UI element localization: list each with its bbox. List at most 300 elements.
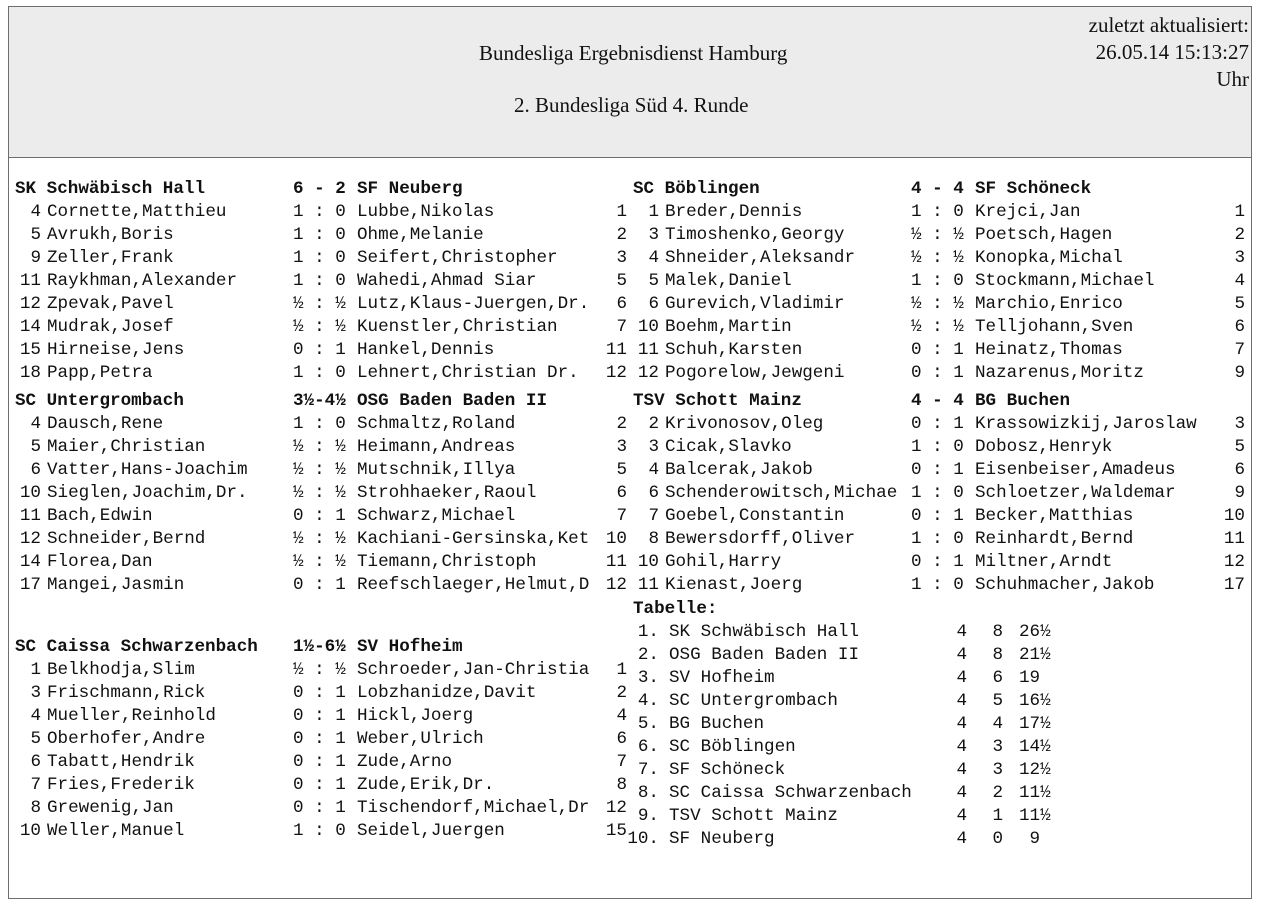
home-player: Gurevich,Vladimir bbox=[665, 294, 845, 314]
standings-rank: 7. bbox=[637, 760, 659, 780]
away-board-number: 1 bbox=[616, 202, 627, 222]
standings-team: TSV Schott Mainz bbox=[669, 806, 838, 826]
home-board-number: 12 bbox=[19, 529, 41, 549]
away-player: Eisenbeiser,Amadeus bbox=[975, 460, 1176, 480]
away-board-number: 5 bbox=[1234, 294, 1245, 314]
board-result: 1 : 0 bbox=[911, 575, 964, 595]
home-player: Krivonosov,Oleg bbox=[665, 414, 824, 434]
home-player: Florea,Dan bbox=[47, 552, 153, 572]
board-result: 1 : 0 bbox=[293, 225, 346, 245]
away-board-number: 2 bbox=[1234, 225, 1245, 245]
standings-match-points: 5 bbox=[992, 691, 1003, 711]
board-result: 1 : 0 bbox=[293, 821, 346, 841]
board-row bbox=[15, 293, 625, 316]
home-player: Vatter,Hans-Joachim bbox=[47, 460, 248, 480]
board-result: 0 : 1 bbox=[911, 363, 964, 383]
standings-team: OSG Baden Baden II bbox=[669, 645, 860, 665]
standings-team: SF Schöneck bbox=[669, 760, 786, 780]
board-result: 0 : 1 bbox=[911, 552, 964, 572]
away-board-number: 11 bbox=[605, 552, 627, 572]
home-player: Shneider,Aleksandr bbox=[665, 248, 856, 268]
home-player: Belkhodja,Slim bbox=[47, 660, 195, 680]
away-board-number: 7 bbox=[616, 752, 627, 772]
away-board-number: 9 bbox=[1234, 363, 1245, 383]
board-row bbox=[15, 339, 625, 362]
away-board-number: 6 bbox=[616, 483, 627, 503]
last-updated bbox=[1089, 12, 1249, 93]
match-block bbox=[633, 390, 1243, 597]
away-player: Hickl,Joerg bbox=[357, 706, 474, 726]
home-board-number: 1 bbox=[648, 202, 659, 222]
away-board-number: 2 bbox=[616, 414, 627, 434]
home-board-number: 3 bbox=[30, 683, 41, 703]
home-player: Grewenig,Jan bbox=[47, 798, 174, 818]
home-board-number: 7 bbox=[30, 775, 41, 795]
away-team-name: SV Hofheim bbox=[357, 637, 463, 657]
standings-games: 4 bbox=[956, 622, 967, 642]
board-row bbox=[15, 362, 625, 385]
board-result: ½ : ½ bbox=[293, 529, 346, 549]
board-row bbox=[15, 482, 625, 505]
standings-table bbox=[625, 598, 1085, 851]
board-result: 1 : 0 bbox=[911, 202, 964, 222]
home-player: Cornette,Matthieu bbox=[47, 202, 227, 222]
standings-match-points: 8 bbox=[992, 645, 1003, 665]
standings-board-points: 12½ bbox=[1019, 760, 1051, 780]
standings-games: 4 bbox=[956, 806, 967, 826]
home-board-number: 9 bbox=[30, 248, 41, 268]
standings-team: SC Untergrombach bbox=[669, 691, 838, 711]
board-result: 0 : 1 bbox=[911, 460, 964, 480]
away-board-number: 12 bbox=[1223, 552, 1245, 572]
board-row bbox=[633, 551, 1243, 574]
away-player: Schuhmacher,Jakob bbox=[975, 575, 1155, 595]
away-board-number: 12 bbox=[605, 575, 627, 595]
standings-games: 4 bbox=[956, 783, 967, 803]
standings-match-points: 6 bbox=[992, 668, 1003, 688]
match-result: 4 - 4 bbox=[911, 391, 964, 411]
home-board-number: 6 bbox=[648, 483, 659, 503]
home-player: Schuh,Karsten bbox=[665, 340, 803, 360]
board-result: ½ : ½ bbox=[293, 483, 346, 503]
match-header bbox=[633, 178, 1243, 201]
standings-row bbox=[625, 782, 1085, 805]
away-player: Telljohann,Sven bbox=[975, 317, 1134, 337]
board-row bbox=[633, 505, 1243, 528]
standings-team: SF Neuberg bbox=[669, 829, 775, 849]
away-player: Reefschlaeger,Helmut,D bbox=[357, 575, 590, 595]
away-player: Krejci,Jan bbox=[975, 202, 1081, 222]
standings-team: SC Böblingen bbox=[669, 737, 796, 757]
away-board-number: 4 bbox=[1234, 271, 1245, 291]
away-board-number: 17 bbox=[1223, 575, 1245, 595]
away-player: Hankel,Dennis bbox=[357, 340, 495, 360]
home-board-number: 12 bbox=[637, 363, 659, 383]
home-board-number: 4 bbox=[30, 202, 41, 222]
home-player: Pogorelow,Jewgeni bbox=[665, 363, 845, 383]
home-board-number: 15 bbox=[19, 340, 41, 360]
board-row bbox=[15, 459, 625, 482]
board-row bbox=[15, 201, 625, 224]
home-player: Zpevak,Pavel bbox=[47, 294, 174, 314]
home-board-number: 4 bbox=[30, 706, 41, 726]
away-board-number: 3 bbox=[1234, 248, 1245, 268]
home-board-number: 14 bbox=[19, 317, 41, 337]
away-player: Dobosz,Henryk bbox=[975, 437, 1113, 457]
away-player: Konopka,Michal bbox=[975, 248, 1123, 268]
standings-match-points: 3 bbox=[992, 760, 1003, 780]
board-row bbox=[633, 574, 1243, 597]
home-board-number: 10 bbox=[637, 552, 659, 572]
away-player: Lobzhanidze,Davit bbox=[357, 683, 537, 703]
match-header bbox=[15, 390, 625, 413]
board-row bbox=[633, 362, 1243, 385]
away-board-number: 8 bbox=[616, 775, 627, 795]
board-result: 1 : 0 bbox=[293, 248, 346, 268]
away-player: Weber,Ulrich bbox=[357, 729, 484, 749]
home-player: Cicak,Slavko bbox=[665, 437, 792, 457]
away-player: Zude,Erik,Dr. bbox=[357, 775, 495, 795]
standings-games: 4 bbox=[956, 691, 967, 711]
standings-row bbox=[625, 759, 1085, 782]
board-row bbox=[15, 728, 625, 751]
home-team-name: SC Untergrombach bbox=[15, 391, 184, 411]
away-player: Heimann,Andreas bbox=[357, 437, 516, 457]
board-result: 0 : 1 bbox=[911, 414, 964, 434]
home-team-name: SC Böblingen bbox=[633, 179, 760, 199]
away-player: Nazarenus,Moritz bbox=[975, 363, 1144, 383]
board-row bbox=[633, 201, 1243, 224]
home-player: Raykhman,Alexander bbox=[47, 271, 238, 291]
away-board-number: 11 bbox=[605, 340, 627, 360]
standings-games: 4 bbox=[956, 668, 967, 688]
home-player: Oberhofer,Andre bbox=[47, 729, 206, 749]
match-result: 4 - 4 bbox=[911, 179, 964, 199]
home-board-number: 6 bbox=[30, 460, 41, 480]
home-board-number: 1 bbox=[30, 660, 41, 680]
home-player: Zeller,Frank bbox=[47, 248, 174, 268]
standings-match-points: 8 bbox=[992, 622, 1003, 642]
away-player: Lubbe,Nikolas bbox=[357, 202, 495, 222]
board-result: 1 : 0 bbox=[911, 483, 964, 503]
home-team-name: TSV Schott Mainz bbox=[633, 391, 802, 411]
standings-rank: 9. bbox=[637, 806, 659, 826]
away-player: Seidel,Juergen bbox=[357, 821, 505, 841]
standings-match-points: 3 bbox=[992, 737, 1003, 757]
board-row bbox=[15, 751, 625, 774]
away-player: Schloetzer,Waldemar bbox=[975, 483, 1176, 503]
away-board-number: 15 bbox=[605, 821, 627, 841]
home-player: Mudrak,Josef bbox=[47, 317, 174, 337]
away-board-number: 5 bbox=[616, 271, 627, 291]
standings-board-points: 16½ bbox=[1019, 691, 1051, 711]
home-player: Mueller,Reinhold bbox=[47, 706, 216, 726]
standings-team: SC Caissa Schwarzenbach bbox=[669, 783, 912, 803]
away-board-number: 4 bbox=[616, 706, 627, 726]
home-player: Tabatt,Hendrik bbox=[47, 752, 195, 772]
board-row bbox=[633, 339, 1243, 362]
board-result: ½ : ½ bbox=[293, 437, 346, 457]
standings-board-points: 19 bbox=[1019, 668, 1041, 688]
home-board-number: 11 bbox=[19, 506, 41, 526]
away-board-number: 5 bbox=[616, 460, 627, 480]
home-board-number: 4 bbox=[30, 414, 41, 434]
away-player: Schwarz,Michael bbox=[357, 506, 516, 526]
board-result: 0 : 1 bbox=[293, 340, 346, 360]
standings-games: 4 bbox=[956, 714, 967, 734]
home-board-number: 10 bbox=[19, 821, 41, 841]
board-row bbox=[15, 574, 625, 597]
home-board-number: 5 bbox=[648, 271, 659, 291]
standings-row bbox=[625, 736, 1085, 759]
standings-row bbox=[625, 644, 1085, 667]
away-player: Lehnert,Christian Dr. bbox=[357, 363, 579, 383]
away-player: Strohhaeker,Raoul bbox=[357, 483, 537, 503]
home-board-number: 10 bbox=[637, 317, 659, 337]
board-row bbox=[633, 436, 1243, 459]
home-team-name: SK Schwäbisch Hall bbox=[15, 179, 206, 199]
away-board-number: 9 bbox=[1234, 483, 1245, 503]
board-row bbox=[15, 682, 625, 705]
standings-team: BG Buchen bbox=[669, 714, 765, 734]
standings-row bbox=[625, 667, 1085, 690]
home-player: Breder,Dennis bbox=[665, 202, 803, 222]
board-result: 0 : 1 bbox=[293, 729, 346, 749]
standings-rank: 8. bbox=[637, 783, 659, 803]
standings-rank: 6. bbox=[637, 737, 659, 757]
standings-games: 4 bbox=[956, 737, 967, 757]
board-row bbox=[15, 820, 625, 843]
away-player: Wahedi,Ahmad Siar bbox=[357, 271, 537, 291]
board-row bbox=[633, 528, 1243, 551]
standings-match-points: 1 bbox=[992, 806, 1003, 826]
standings-rank: 3. bbox=[637, 668, 659, 688]
board-row bbox=[633, 224, 1243, 247]
standings-match-points: 2 bbox=[992, 783, 1003, 803]
board-result: 1 : 0 bbox=[293, 363, 346, 383]
home-board-number: 3 bbox=[648, 437, 659, 457]
away-player: Becker,Matthias bbox=[975, 506, 1134, 526]
board-result: 0 : 1 bbox=[293, 683, 346, 703]
home-board-number: 11 bbox=[637, 575, 659, 595]
home-board-number: 11 bbox=[19, 271, 41, 291]
away-player: Heinatz,Thomas bbox=[975, 340, 1123, 360]
board-row bbox=[15, 705, 625, 728]
match-block bbox=[15, 390, 625, 597]
board-result: 0 : 1 bbox=[293, 706, 346, 726]
match-header bbox=[15, 636, 625, 659]
standings-board-points: 9 bbox=[1019, 829, 1041, 849]
away-player: Lutz,Klaus-Juergen,Dr. bbox=[357, 294, 590, 314]
away-board-number: 10 bbox=[1223, 506, 1245, 526]
board-result: 1 : 0 bbox=[293, 271, 346, 291]
home-board-number: 17 bbox=[19, 575, 41, 595]
board-row bbox=[633, 413, 1243, 436]
standings-match-points: 0 bbox=[992, 829, 1003, 849]
board-result: ½ : ½ bbox=[911, 317, 964, 337]
board-result: 0 : 1 bbox=[911, 506, 964, 526]
standings-board-points: 11½ bbox=[1019, 783, 1051, 803]
board-result: 1 : 0 bbox=[293, 414, 346, 434]
board-row bbox=[15, 797, 625, 820]
match-result: 1½-6½ bbox=[293, 637, 346, 657]
away-player: Ohme,Melanie bbox=[357, 225, 484, 245]
away-board-number: 2 bbox=[616, 683, 627, 703]
away-player: Tischendorf,Michael,Dr bbox=[357, 798, 590, 818]
page-title: Bundesliga Ergebnisdienst Hamburg bbox=[479, 41, 788, 65]
match-result: 6 - 2 bbox=[293, 179, 346, 199]
header-panel bbox=[9, 7, 1251, 158]
home-board-number: 11 bbox=[637, 340, 659, 360]
standings-row bbox=[625, 828, 1085, 851]
home-board-number: 3 bbox=[648, 225, 659, 245]
board-result: ½ : ½ bbox=[911, 248, 964, 268]
home-player: Timoshenko,Georgy bbox=[665, 225, 845, 245]
standings-row bbox=[625, 805, 1085, 828]
board-result: ½ : ½ bbox=[911, 225, 964, 245]
away-player: Tiemann,Christoph bbox=[357, 552, 537, 572]
board-result: 1 : 0 bbox=[911, 437, 964, 457]
home-board-number: 5 bbox=[30, 225, 41, 245]
home-board-number: 6 bbox=[30, 752, 41, 772]
match-block bbox=[15, 178, 625, 385]
standings-rank: 4. bbox=[637, 691, 659, 711]
away-board-number: 12 bbox=[605, 363, 627, 383]
board-result: 0 : 1 bbox=[293, 798, 346, 818]
away-board-number: 7 bbox=[616, 317, 627, 337]
board-result: 0 : 1 bbox=[911, 340, 964, 360]
away-player: Poetsch,Hagen bbox=[975, 225, 1113, 245]
away-player: Schroeder,Jan-Christia bbox=[357, 660, 590, 680]
board-row bbox=[15, 224, 625, 247]
home-player: Papp,Petra bbox=[47, 363, 153, 383]
home-player: Fries,Frederik bbox=[47, 775, 195, 795]
home-player: Boehm,Martin bbox=[665, 317, 792, 337]
away-board-number: 12 bbox=[605, 798, 627, 818]
standings-rank: 5. bbox=[637, 714, 659, 734]
home-board-number: 12 bbox=[19, 294, 41, 314]
away-team-name: SF Neuberg bbox=[357, 179, 463, 199]
last-updated-label: zuletzt aktualisiert: bbox=[1088, 13, 1249, 37]
board-result: 0 : 1 bbox=[293, 752, 346, 772]
home-player: Hirneise,Jens bbox=[47, 340, 185, 360]
home-board-number: 6 bbox=[648, 294, 659, 314]
board-row bbox=[633, 247, 1243, 270]
away-board-number: 7 bbox=[616, 506, 627, 526]
board-row bbox=[15, 528, 625, 551]
away-team-name: BG Buchen bbox=[975, 391, 1071, 411]
away-player: Schmaltz,Roland bbox=[357, 414, 516, 434]
home-team-name: SC Caissa Schwarzenbach bbox=[15, 637, 258, 657]
board-row bbox=[15, 247, 625, 270]
standings-row bbox=[625, 713, 1085, 736]
away-board-number: 10 bbox=[605, 529, 627, 549]
standings-rank: 10. bbox=[627, 829, 659, 849]
home-board-number: 2 bbox=[648, 414, 659, 434]
standings-games: 4 bbox=[956, 760, 967, 780]
away-player: Mutschnik,Illya bbox=[357, 460, 516, 480]
board-result: ½ : ½ bbox=[293, 660, 346, 680]
home-board-number: 14 bbox=[19, 552, 41, 572]
away-board-number: 2 bbox=[616, 225, 627, 245]
away-board-number: 3 bbox=[1234, 414, 1245, 434]
board-result: 0 : 1 bbox=[293, 506, 346, 526]
away-board-number: 3 bbox=[616, 437, 627, 457]
home-player: Dausch,Rene bbox=[47, 414, 164, 434]
last-updated-datetime: 26.05.14 15:13:27 bbox=[1095, 40, 1249, 64]
standings-board-points: 17½ bbox=[1019, 714, 1051, 734]
match-header bbox=[15, 178, 625, 201]
away-board-number: 5 bbox=[1234, 437, 1245, 457]
away-board-number: 1 bbox=[1234, 202, 1245, 222]
match-block bbox=[633, 178, 1243, 385]
board-result: ½ : ½ bbox=[293, 294, 346, 314]
board-result: ½ : ½ bbox=[293, 552, 346, 572]
home-player: Bewersdorff,Oliver bbox=[665, 529, 856, 549]
home-board-number: 8 bbox=[648, 529, 659, 549]
away-board-number: 3 bbox=[616, 248, 627, 268]
standings-row bbox=[625, 621, 1085, 644]
home-player: Schneider,Bernd bbox=[47, 529, 206, 549]
home-board-number: 8 bbox=[30, 798, 41, 818]
board-row bbox=[15, 270, 625, 293]
away-team-name: OSG Baden Baden II bbox=[357, 391, 548, 411]
away-player: Kachiani-Gersinska,Ket bbox=[357, 529, 590, 549]
standings-board-points: 21½ bbox=[1019, 645, 1051, 665]
away-player: Zude,Arno bbox=[357, 752, 453, 772]
board-result: ½ : ½ bbox=[293, 317, 346, 337]
away-player: Miltner,Arndt bbox=[975, 552, 1113, 572]
home-board-number: 7 bbox=[648, 506, 659, 526]
home-board-number: 5 bbox=[30, 729, 41, 749]
standings-rank: 1. bbox=[637, 622, 659, 642]
standings-row bbox=[625, 690, 1085, 713]
standings-match-points: 4 bbox=[992, 714, 1003, 734]
home-player: Mangei,Jasmin bbox=[47, 575, 185, 595]
board-row bbox=[15, 436, 625, 459]
board-result: 0 : 1 bbox=[293, 575, 346, 595]
standings-title bbox=[625, 598, 1085, 621]
board-result: 1 : 0 bbox=[911, 529, 964, 549]
away-player: Krassowizkij,Jaroslaw bbox=[975, 414, 1197, 434]
home-player: Gohil,Harry bbox=[665, 552, 782, 572]
home-player: Goebel,Constantin bbox=[665, 506, 845, 526]
away-board-number: 6 bbox=[616, 729, 627, 749]
standings-board-points: 26½ bbox=[1019, 622, 1051, 642]
match-header bbox=[633, 390, 1243, 413]
away-board-number: 6 bbox=[1234, 460, 1245, 480]
home-player: Balcerak,Jakob bbox=[665, 460, 813, 480]
last-updated-unit: Uhr bbox=[1216, 67, 1249, 91]
board-row bbox=[633, 316, 1243, 339]
standings-games: 4 bbox=[956, 829, 967, 849]
board-result: 1 : 0 bbox=[911, 271, 964, 291]
away-player: Kuenstler,Christian bbox=[357, 317, 558, 337]
home-player: Maier,Christian bbox=[47, 437, 206, 457]
standings-team: SV Hofheim bbox=[669, 668, 775, 688]
home-player: Weller,Manuel bbox=[47, 821, 185, 841]
home-board-number: 5 bbox=[30, 437, 41, 457]
board-result: ½ : ½ bbox=[911, 294, 964, 314]
standings-board-points: 14½ bbox=[1019, 737, 1051, 757]
board-row bbox=[15, 316, 625, 339]
board-row bbox=[633, 293, 1243, 316]
board-result: 0 : 1 bbox=[293, 775, 346, 795]
away-player: Seifert,Christopher bbox=[357, 248, 558, 268]
away-board-number: 1 bbox=[616, 660, 627, 680]
board-row bbox=[15, 551, 625, 574]
home-board-number: 4 bbox=[648, 248, 659, 268]
